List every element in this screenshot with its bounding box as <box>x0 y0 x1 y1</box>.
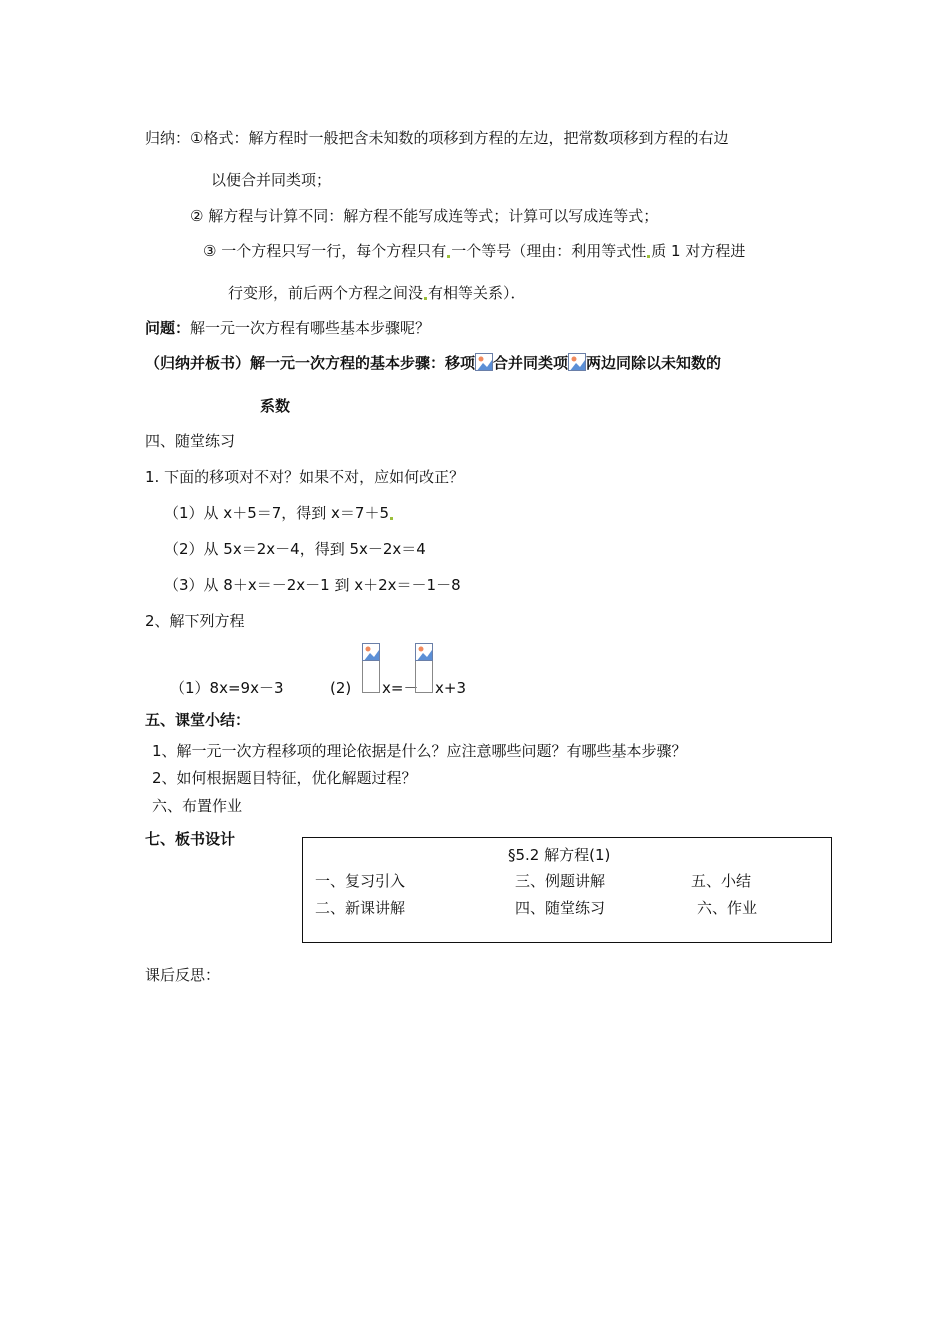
board-cell: 二、新课讲解 <box>315 899 406 917</box>
practice-q1: 1. 下面的移项对不对？如果不对，应如何改正？ <box>145 468 465 486</box>
wrapup-item: 2、如何根据题目特征，优化解题过程？ <box>152 769 417 787</box>
practice-q2: 2、解下列方程 <box>145 612 245 630</box>
steps-line <box>145 353 721 373</box>
fraction-box <box>362 661 380 693</box>
edit-mark-icon <box>424 297 427 300</box>
board-heading: 七、板书设计 <box>145 830 236 848</box>
reflection-label: 课后反思： <box>145 966 221 984</box>
question-text: 解一元一次方程有哪些基本步骤呢？ <box>190 319 431 337</box>
wrapup-item: 1、解一元一次方程移项的理论依据是什么？应注意哪些问题？有哪些基本步骤？ <box>152 742 687 760</box>
board-design-box <box>302 837 832 943</box>
board-cell: 三、例题讲解 <box>515 872 606 890</box>
summary-line-1b: 以便合并同类项； <box>211 171 332 189</box>
steps-cont: 系数 <box>260 397 291 415</box>
question-label: 问题： <box>145 319 191 337</box>
edit-mark-icon <box>390 517 393 520</box>
board-title: §5.2 解方程(1) <box>508 846 611 864</box>
summary-line-3b: 一个等号（理由：利用等式性 <box>451 242 647 260</box>
steps-step3: 两边同除以未知数的 <box>586 354 722 372</box>
fraction-box <box>415 661 433 693</box>
summary-line-3 <box>203 241 745 261</box>
steps-step2: 合并同类项 <box>493 354 569 372</box>
board-cell: 一、复习引入 <box>315 872 406 890</box>
steps-prefix: （归纳并板书）解一元一次方程的基本步骤：移项 <box>145 354 476 372</box>
practice-q2-item-2-mid: x=－ <box>382 679 419 697</box>
summary-line-3c: 质 1 对方程进 <box>651 242 746 260</box>
board-cell: 六、作业 <box>697 899 758 917</box>
image-placeholder-icon <box>475 353 493 371</box>
question-line <box>145 318 430 338</box>
fraction-image-icon <box>362 643 380 661</box>
practice-q1-item <box>164 503 394 523</box>
practice-heading: 四、随堂练习 <box>145 432 236 450</box>
practice-q1-item: （3）从 8＋x＝－2x－1 到 x＋2x＝－1－8 <box>164 576 461 594</box>
practice-q1-item: （2）从 5x＝2x－4，得到 5x－2x＝4 <box>164 540 426 558</box>
board-cell: 五、小结 <box>691 872 752 890</box>
practice-q2-item-2-label: (2) <box>330 679 352 697</box>
board-cell: 四、随堂练习 <box>515 899 606 917</box>
edit-mark-icon <box>447 255 450 258</box>
homework-heading: 六、布置作业 <box>152 797 243 815</box>
practice-q1-item-text: （1）从 x＋5＝7，得到 x＝7＋5 <box>164 504 390 522</box>
wrapup-heading: 五、课堂小结： <box>145 711 251 729</box>
image-placeholder-icon <box>568 353 586 371</box>
summary-line-3-cont <box>228 283 526 303</box>
practice-q2-item-1: （1）8x=9x－3 <box>170 679 284 697</box>
edit-mark-icon <box>647 255 650 258</box>
practice-q2-item-2-end: x+3 <box>435 679 466 697</box>
fraction-image-icon <box>415 643 433 661</box>
summary-line-3e: 有相等关系）． <box>428 284 526 302</box>
summary-line-1: 归纳：①格式：解方程时一般把含未知数的项移到方程的左边，把常数项移到方程的右边 <box>145 129 729 147</box>
summary-line-2: ② 解方程与计算不同：解方程不能写成连等式；计算可以写成连等式； <box>190 207 659 225</box>
summary-line-3a: ③ 一个方程只写一行，每个方程只有 <box>203 242 447 260</box>
summary-line-3d: 行变形，前后两个方程之间没 <box>228 284 424 302</box>
